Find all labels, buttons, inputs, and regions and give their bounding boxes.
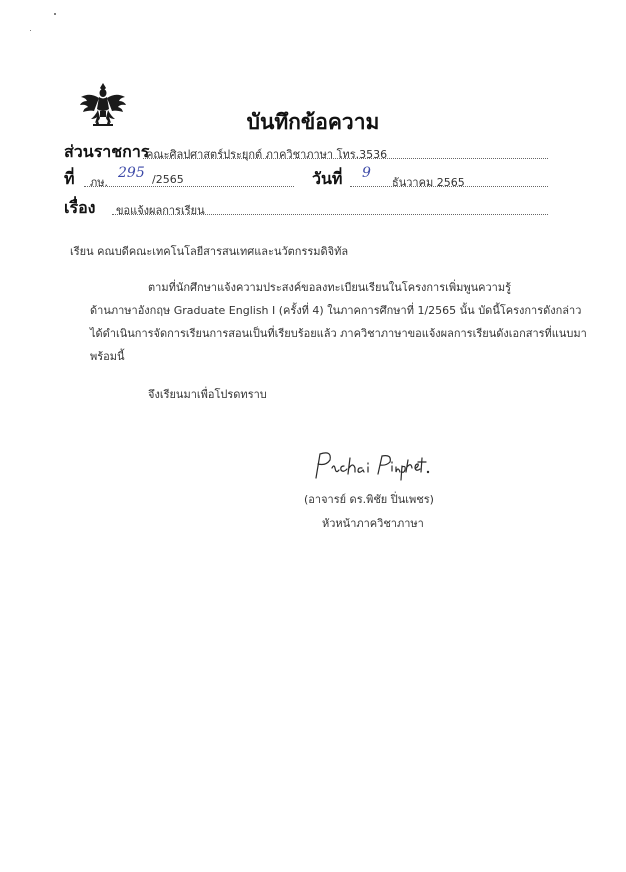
signatory-position: หัวหน้าภาควิชาภาษา <box>322 517 424 530</box>
ref-number-handwritten: 295 <box>118 165 145 181</box>
ref-label: ที่ <box>64 169 75 188</box>
handwritten-signature <box>310 448 430 484</box>
body-line: ตามที่นักศึกษาแจ้งความประสงค์ขอลงทะเบียนเรียนในโครงการเพิ่มพูนความรู้ <box>148 281 512 294</box>
salutation: เรียน คณบดีคณะเทคโนโลยีสารสนเทศและนวัตกรรมดิจิทัล <box>70 245 349 258</box>
signatory-name: (อาจารย์ ดร.พิชัย ปิ่นเพชร) <box>304 493 434 506</box>
body-line: ได้ดำเนินการจัดการเรียนการสอนเป็นที่เรียบร้อยแล้ว ภาควิชาภาษาขอแจ้งผลการเรียนดังเอกสารที่แนบมา <box>90 327 587 340</box>
dotted-line <box>350 186 548 187</box>
dotted-line <box>143 158 548 159</box>
subject-value: ขอแจ้งผลการเรียน <box>116 204 205 217</box>
date-day-handwritten: 9 <box>362 165 371 181</box>
date-month-year: ธันวาคม 2565 <box>392 176 465 189</box>
subject-label: เรื่อง <box>64 198 96 217</box>
closing-line: จึงเรียนมาเพื่อโปรดทราบ <box>148 388 267 401</box>
document-title: บันทึกข้อความ <box>246 110 380 134</box>
body-line: ด้านภาษาอังกฤษ Graduate English I (ครั้งที่ 4) ในภาคการศึกษาที่ 1/2565 นั้น บัดนี้โครงการดังกล่าว <box>90 304 582 317</box>
department-value: คณะศิลปศาสตร์ประยุกต์ ภาควิชาภาษา โทร.3536 <box>146 148 388 161</box>
dotted-line <box>84 186 294 187</box>
ref-prefix: ภษ. <box>90 176 108 189</box>
speck <box>30 30 31 31</box>
date-label: วันที่ <box>312 169 343 188</box>
body-line: พร้อมนี้ <box>90 350 125 363</box>
speck <box>54 13 56 15</box>
dotted-line <box>112 214 548 215</box>
ref-year: /2565 <box>152 173 184 186</box>
department-label: ส่วนราชการ <box>64 142 150 161</box>
